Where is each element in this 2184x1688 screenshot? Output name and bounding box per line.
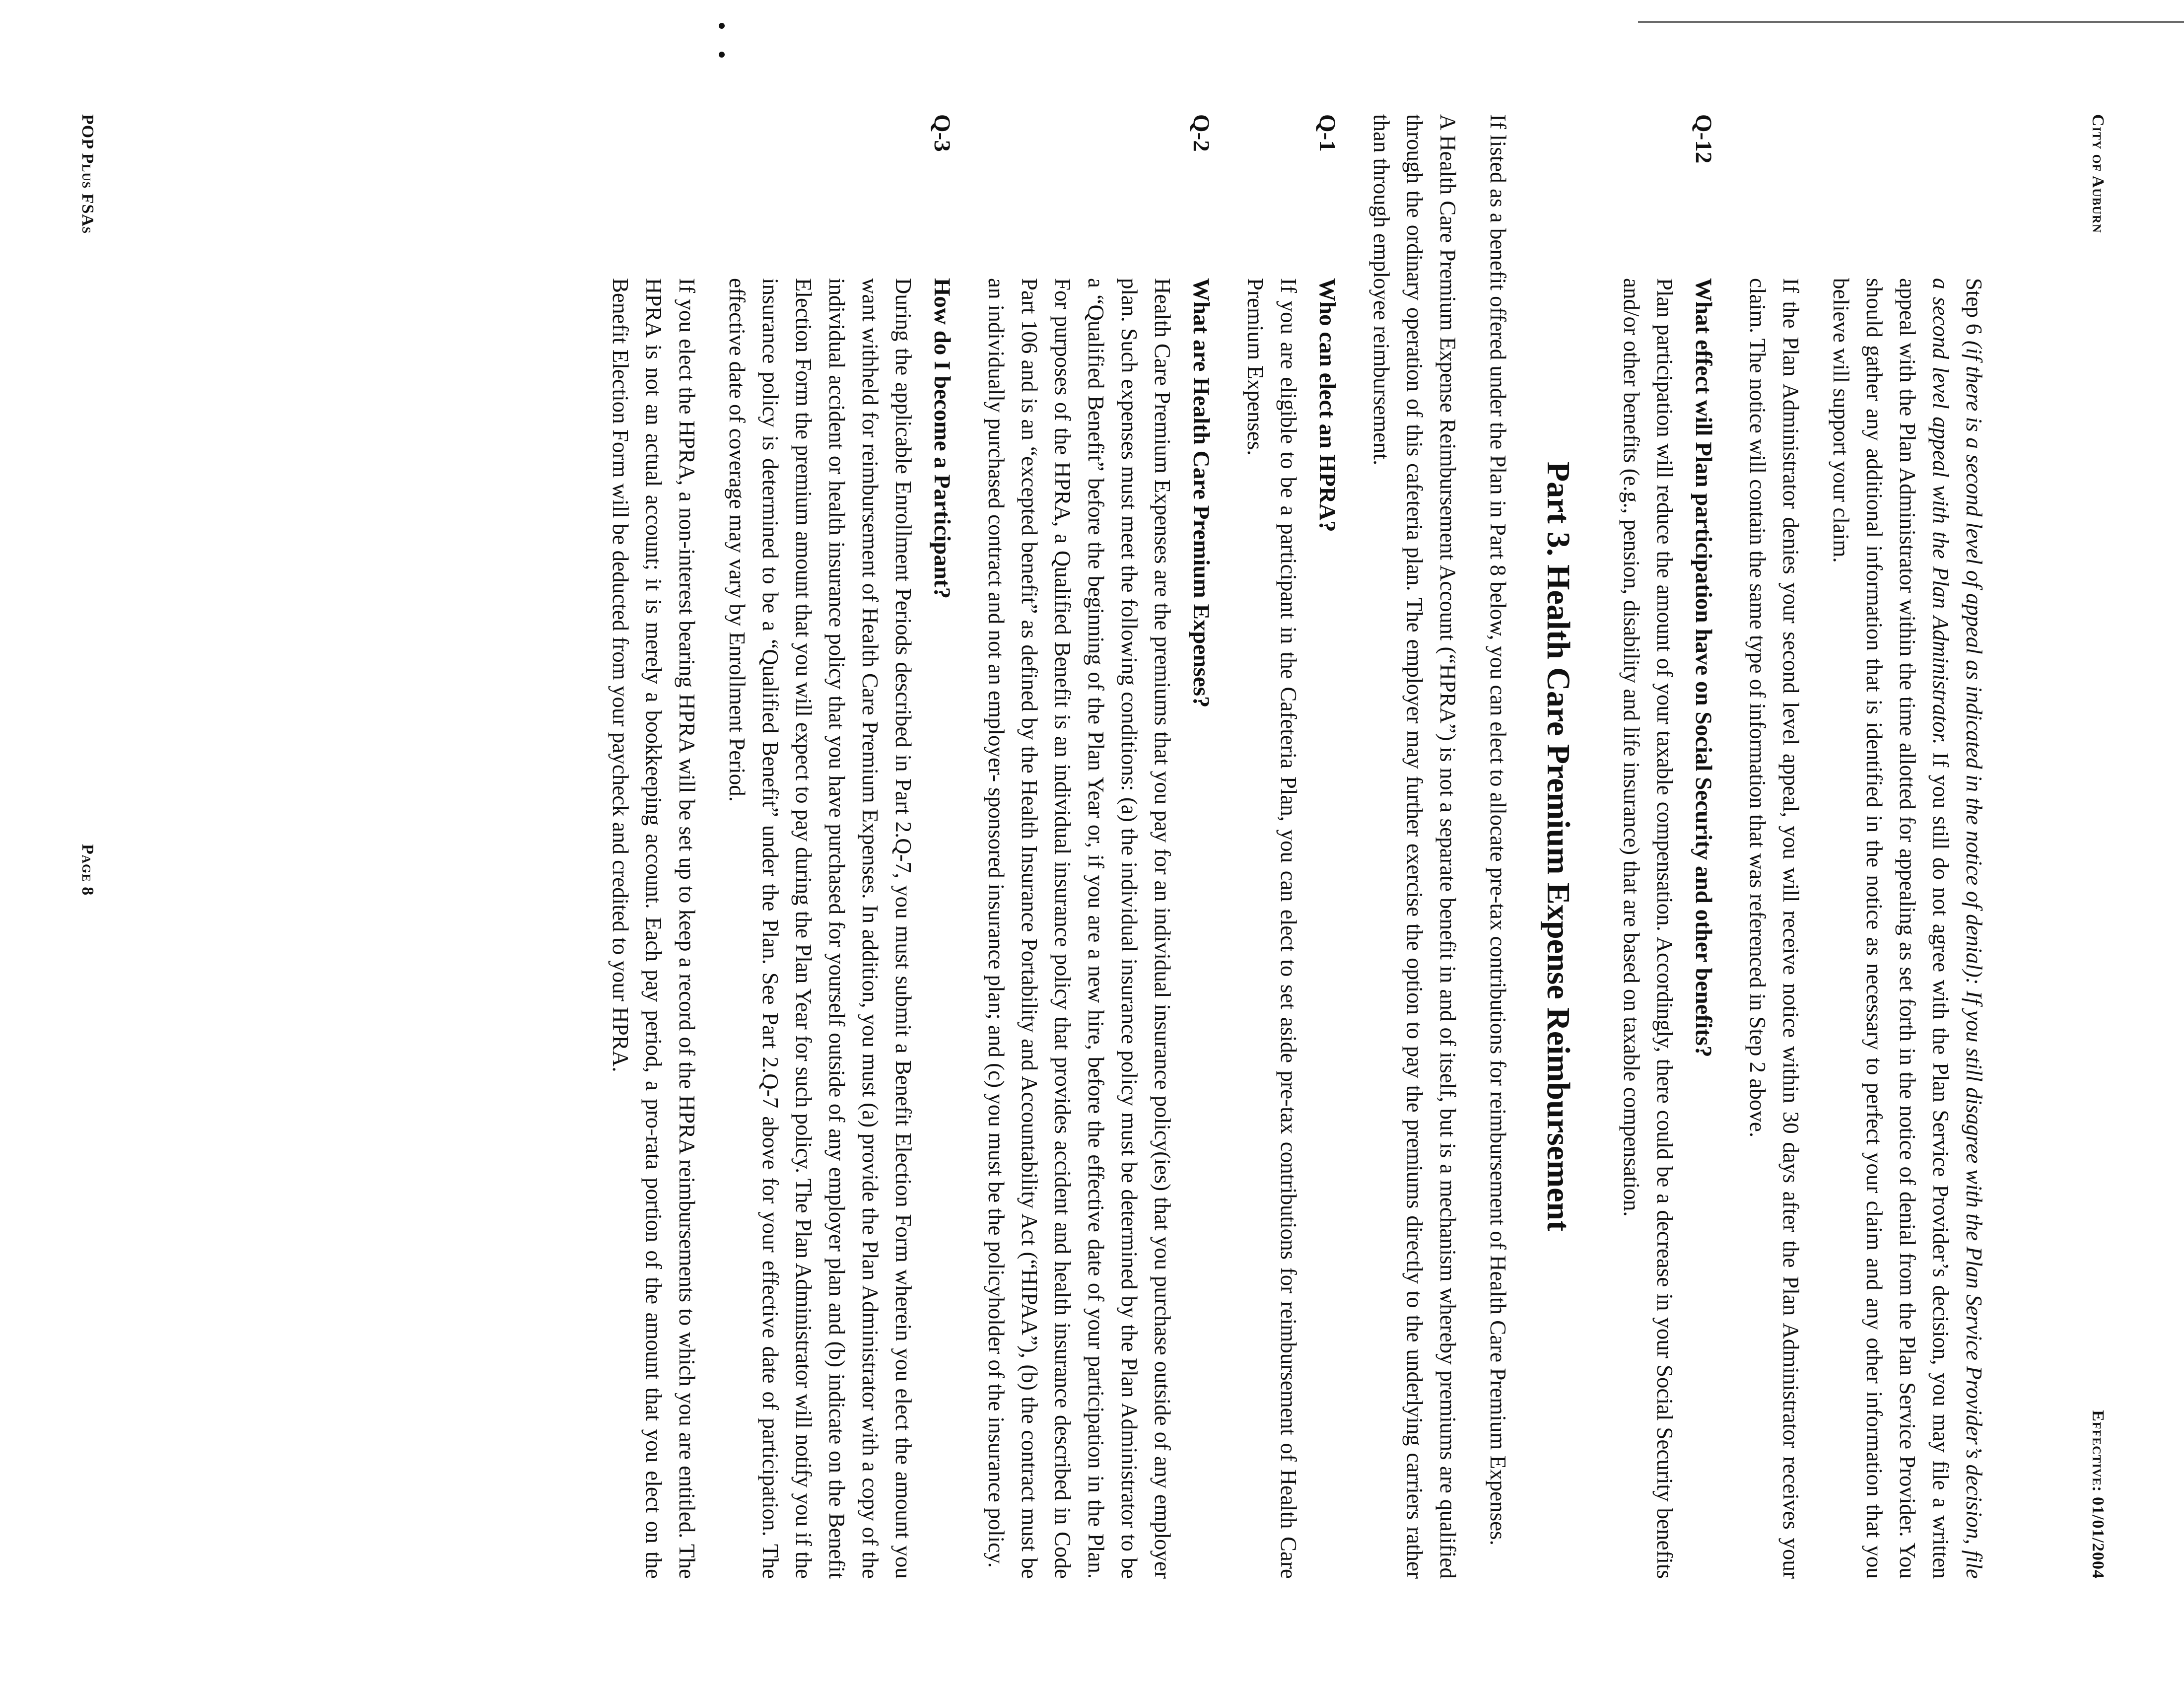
question-title: What effect will Plan participation have on Social Security and other benefits? [1691,278,1716,1057]
question-label: Q-12 [1691,114,1716,164]
question-label: Q-3 [929,114,955,152]
part3-intro: If listed as a benefit offered under the Plan in Part 8 below, you can elect to allocate pre-tax contributions for reimbursement of Health Care Premium Expenses. [1486,114,1510,1546]
question-title: How do I become a Participant? [929,278,955,599]
question-q3 [929,114,956,1579]
question-q2 [1188,114,1215,1579]
step6-lead: Step 6 [1962,278,1986,341]
footer-page-number: Page 8 [78,844,97,896]
footer-document-title: POP Plus FSAs [78,114,97,234]
question-title: What are Health Care Premium Expenses? [1188,278,1214,708]
question-label: Q-2 [1188,114,1214,152]
answer-q3-continued: If you elect the HPRA, a non-interest bearing HPRA will be set up to keep a record of the HPRA reimbursements to which you are entitled. The HPRA is not an actual account; it is merely a bookkeeping account. Each pay period, a pro-rata portion of the amount that you elect on the Benefit Election Form will be deducted from your paycheck and credited to your HPRA. [608,278,699,1579]
page-body [587,114,1990,1579]
step6-paragraph [1824,278,1990,1579]
header-organization: City of Auburn [2089,114,2107,233]
step6-followup-paragraph: If the Plan Administrator denies your second level appeal, you will receive notice within 30 days after the Plan Administrator receives your claim. The notice will contain the same type of information that was referenced in Step 2 above. [1745,278,1803,1579]
question-title: Who can elect an HPRA? [1314,278,1340,532]
running-header [2088,114,2107,1579]
part-heading: Part 3. Health Care Premium Expense Reimbursement [1540,461,1576,1232]
step6-italic: (if there is a second level of appeal as indicated in the notice of denial): If you still disagree with the Plan Service Provider’s decision, file a second level appeal with the Plan Administrator. [1928,278,1986,1579]
part3-hpra-description: A Health Care Premium Expense Reimbursement Account (“HPRA”) is not a separate benefit in and of itself, but is a mechanism whereby premiums are qualified through the ordinary operation of this cafeteria plan. The employer may further exercise the option to pay the premiums directly to the underlying carriers rather than through employee reimbursement. [1369,114,1460,1579]
answer-q2: Health Care Premium Expenses are the premiums that you pay for an individual insurance policy(ies) that you purchase outside of any employer plan. Such expenses must meet the following conditions: (a) the individual insurance policy must be determined by the Plan Administrator to be a “Qualified Benefit” before the beginning of the Plan Year or, if you are a new hire, before the effective date of your participation in the Plan. For purposes of the HPRA, a Qualified Benefit is an individual insurance policy that provides accident and health insurance described in Code Part 106 and is an “excepted benefit” as defined by the Health Insurance Portability and Accountability Act (“HIPAA”), (b) the contract must be an individually purchased contract and not an employer- sponsored insurance plan; and (c) you must be the policyholder of the insurance policy. [984,278,1175,1579]
question-label: Q-1 [1314,114,1340,152]
answer-q3: During the applicable Enrollment Periods described in Part 2.Q-7, you must submit a Benefit Election Form wherein you elect the amount you want withheld for reimbursement of Health Care Premium Expenses. In addition, you must (a) provide the Plan Administrator with a copy of the individual accident or health insurance policy that you have purchased for yourself outside of any employer plan and (b) indicate on the Benefit Election Form the premium amount that you will expect to pay during the Plan Year for such policy. The Plan Administrator will notify you if the insurance policy is determined to be a “Qualified Benefit” under the Plan. See Part 2.Q-7 above for your effective date of participation. The effective date of coverage may vary by Enrollment Period. [725,278,916,1579]
question-q12 [1690,114,1717,1579]
running-footer [78,114,97,1579]
question-q1 [1314,114,1341,1579]
step6-body: If you still do not agree with the Plan Service Provider’s decision, you may file a written appeal with the Plan Administrator within the time allotted for appealing as set forth in the notice of denial from the Plan Service Provider. You should gather any additional information that is identified in the notice as necessary to perfect your claim and any other information that you believe will support your claim. [1829,278,1953,1579]
answer-q12: Plan participation will reduce the amount of your taxable compensation. Accordingly, there could be a decrease in your Social Security benefits and/or other benefits (e.g., pension, disability and life insurance) that are based on taxable compensation. [1619,278,1677,1579]
header-effective-date: Effective: 01/01/2004 [2089,1410,2107,1579]
answer-q1: If you are eligible to be a participant in the Cafeteria Plan, you can elect to set aside pre-tax contributions for reimbursement of Health Care Premium Expenses. [1243,278,1301,1579]
